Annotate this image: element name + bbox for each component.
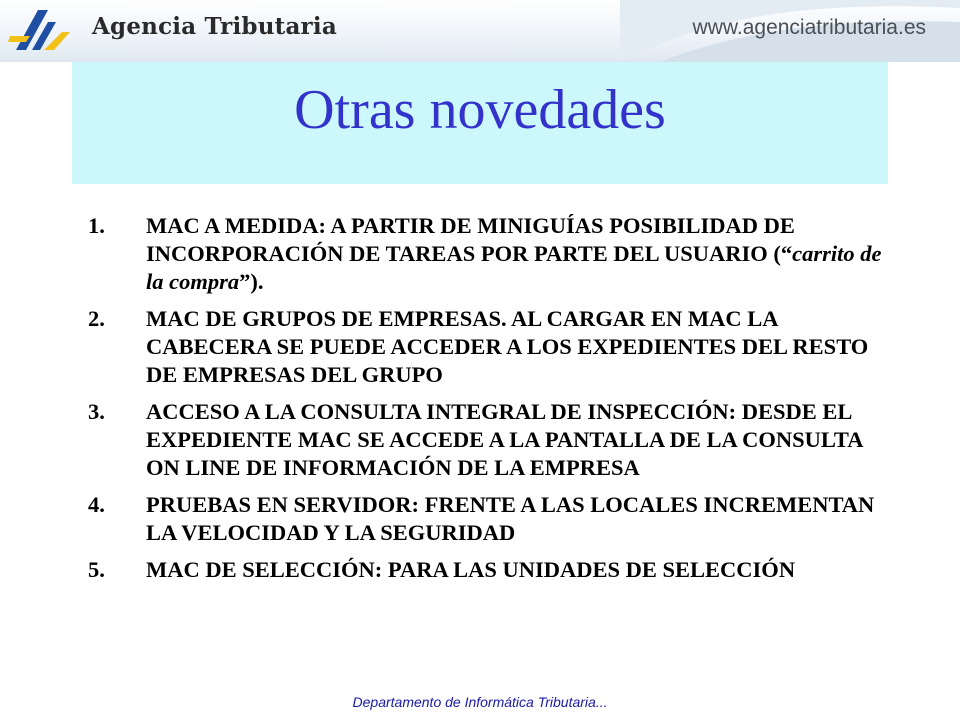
- list-item-number: 4.: [88, 492, 105, 517]
- novelties-list: [88, 212, 888, 593]
- list-item: [88, 491, 888, 547]
- list-item: [88, 305, 888, 389]
- page-title: Otras novedades: [294, 79, 666, 141]
- list-item-text: ACCESO A LA CONSULTA INTEGRAL DE INSPECCIÓN: DESDE EL EXPEDIENTE MAC SE ACCEDE A LA PANTALLA DE LA CONSULTA ON LINE DE INFORMACIÓN DE LA EMPRESA: [146, 399, 863, 480]
- header-bar: [0, 0, 960, 62]
- list-item-text: MAC DE SELECCIÓN: PARA LAS UNIDADES DE SELECCIÓN: [146, 557, 796, 582]
- list-item-number: 3.: [88, 399, 105, 424]
- title-band: [72, 62, 888, 184]
- website-url: www.agenciatributaria.es: [692, 16, 926, 39]
- list-item-text: MAC DE GRUPOS DE EMPRESAS. AL CARGAR EN MAC LA CABECERA SE PUEDE ACCEDER A LOS EXPEDIENTES DEL RESTO DE EMPRESAS DEL GRUPO: [146, 306, 869, 387]
- list-item-number: 1.: [88, 213, 105, 238]
- list-item: [88, 398, 888, 482]
- list-item-italic-text: carrito de la compra: [146, 241, 882, 294]
- list-item-text: PRUEBAS EN SERVIDOR: FRENTE A LAS LOCALES INCREMENTAN LA VELOCIDAD Y LA SEGURIDAD: [146, 492, 875, 545]
- list-item: [88, 556, 888, 584]
- list-item-number: 2.: [88, 306, 105, 331]
- agency-logo-icon: [8, 6, 74, 56]
- list-item-text: MAC A MEDIDA: A PARTIR DE MINIGUÍAS POSIBILIDAD DE INCORPORACIÓN DE TAREAS POR PARTE DEL USUARIO (“carrito de la compra”).: [146, 213, 882, 294]
- footer-text: Departamento de Informática Tributaria...: [352, 694, 608, 710]
- list-item: [88, 212, 888, 296]
- agency-name: Agencia Tributaria: [92, 13, 337, 40]
- list-item-number: 5.: [88, 557, 105, 582]
